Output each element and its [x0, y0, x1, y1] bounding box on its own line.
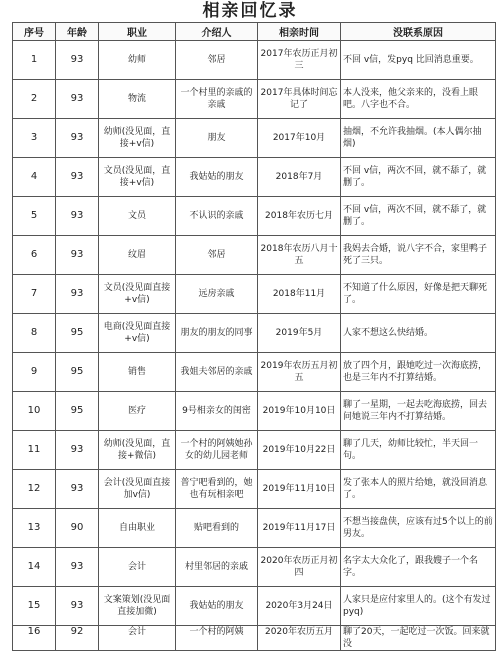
dating-record-table — [12, 22, 496, 651]
header-row — [13, 23, 496, 41]
cell-reason: 人家不想这么快结婚。 — [341, 314, 496, 353]
cell-index: 3 — [13, 119, 56, 158]
cell-reason: 不知道了什么原因，好像是把天聊死了。 — [341, 275, 496, 314]
table-row — [13, 353, 496, 392]
cell-index: 2 — [13, 80, 56, 119]
cell-reason: 不回 v信，发pyq 比回消息重要。 — [341, 41, 496, 80]
cell-age: 90 — [56, 509, 99, 548]
cell-introducer: 朋友 — [176, 119, 258, 158]
cell-job: 幼师 — [99, 41, 176, 80]
cell-reason: 本人没来，他父亲来的，没看上眼吧。八字也不合。 — [341, 80, 496, 119]
cell-introducer: 一个村的阿姨她孙女的幼儿园老师 — [176, 431, 258, 470]
cell-age: 93 — [56, 431, 99, 470]
cell-date: 2018年7月 — [258, 158, 341, 197]
cell-introducer: 普宁吧看到的，她也有玩相亲吧 — [176, 470, 258, 509]
cell-index: 4 — [13, 158, 56, 197]
cell-index: 7 — [13, 275, 56, 314]
cell-job: 物流 — [99, 80, 176, 119]
cell-job: 幼师(没见面，直接+v信) — [99, 119, 176, 158]
cell-introducer: 我姑姑的朋友 — [176, 158, 258, 197]
cell-reason: 抽烟，不允许我抽烟。(本人偶尔抽烟) — [341, 119, 496, 158]
col-reason-header: 没联系原因 — [341, 23, 496, 41]
cell-date: 2020年农历五月 — [258, 626, 341, 651]
cell-reason: 不回 v信，两次不回，就不舔了，就删了。 — [341, 158, 496, 197]
cell-job: 文案策划(没见面直接加微) — [99, 587, 176, 626]
cell-introducer: 一个村的阿姨 — [176, 626, 258, 651]
page-title: 相亲回忆录 — [202, 1, 298, 21]
cell-introducer: 邻居 — [176, 41, 258, 80]
cell-age: 93 — [56, 470, 99, 509]
cell-reason: 名字太大众化了，跟我嫂子一个名字。 — [341, 548, 496, 587]
cell-date: 2019年10月10日 — [258, 392, 341, 431]
cell-date: 2019年农历五月初五 — [258, 353, 341, 392]
cell-date: 2017年具体时间忘记了 — [258, 80, 341, 119]
cell-introducer: 贴吧看到的 — [176, 509, 258, 548]
cell-date: 2020年3月24日 — [258, 587, 341, 626]
cell-job: 纹眉 — [99, 236, 176, 275]
cell-job: 会计 — [99, 626, 176, 651]
table-row — [13, 509, 496, 548]
table-row — [13, 392, 496, 431]
cell-job: 会计 — [99, 548, 176, 587]
table-row — [13, 275, 496, 314]
cell-date: 2019年10月22日 — [258, 431, 341, 470]
cell-job: 文员(没见面，直接+v信) — [99, 158, 176, 197]
table-row — [13, 314, 496, 353]
cell-age: 93 — [56, 41, 99, 80]
cell-index: 8 — [13, 314, 56, 353]
cell-job: 文员(没见面直接+v信) — [99, 275, 176, 314]
cell-age: 93 — [56, 275, 99, 314]
cell-date: 2020年农历正月初四 — [258, 548, 341, 587]
table-row — [13, 158, 496, 197]
cell-introducer: 我姑姑的朋友 — [176, 587, 258, 626]
cell-date: 2017年农历正月初三 — [258, 41, 341, 80]
col-job-header: 职业 — [99, 23, 176, 41]
cell-age: 93 — [56, 548, 99, 587]
cell-reason: 聊了几天，幼师比较忙，半天回一句。 — [341, 431, 496, 470]
cell-index: 16 — [13, 626, 56, 651]
table-row — [13, 236, 496, 275]
cell-reason: 人家只是应付家里人的。(这个有发过pyq) — [341, 587, 496, 626]
cell-reason: 不回 v信，两次不回，就不舔了，就删了。 — [341, 197, 496, 236]
cell-introducer: 不认识的亲戚 — [176, 197, 258, 236]
col-date-header: 相亲时间 — [258, 23, 341, 41]
cell-date: 2019年11月17日 — [258, 509, 341, 548]
col-introducer-header: 介绍人 — [176, 23, 258, 41]
cell-age: 93 — [56, 80, 99, 119]
table-row — [13, 119, 496, 158]
cell-reason: 不想当接盘侠，应该有过5个以上的前男友。 — [341, 509, 496, 548]
cell-age: 95 — [56, 392, 99, 431]
cell-reason: 发了张本人的照片给她，就没回消息了。 — [341, 470, 496, 509]
cell-index: 14 — [13, 548, 56, 587]
cell-date: 2019年5月 — [258, 314, 341, 353]
table-row — [13, 548, 496, 587]
cell-job: 销售 — [99, 353, 176, 392]
cell-reason: 聊了20天，一起吃过一次饭。回来就没 — [341, 626, 496, 651]
cell-job: 自由职业 — [99, 509, 176, 548]
cell-date: 2019年11月10日 — [258, 470, 341, 509]
cell-reason: 我妈去合婚，说八字不合，家里鸭子死了三只。 — [341, 236, 496, 275]
cell-age: 93 — [56, 587, 99, 626]
cell-date: 2018年农历八月十五 — [258, 236, 341, 275]
col-index-header: 序号 — [13, 23, 56, 41]
cell-date: 2018年农历七月 — [258, 197, 341, 236]
cell-introducer: 朋友的朋友的同事 — [176, 314, 258, 353]
cell-introducer: 村里邻居的亲戚 — [176, 548, 258, 587]
cell-job: 会计(没见面直接加v信) — [99, 470, 176, 509]
table-row — [13, 41, 496, 80]
cell-reason: 放了四个月，跟她吃过一次海底捞，也是三年内不打算结婚。 — [341, 353, 496, 392]
cell-index: 11 — [13, 431, 56, 470]
cell-job: 电商(没见面直接+v信) — [99, 314, 176, 353]
cell-date: 2017年10月 — [258, 119, 341, 158]
cell-age: 93 — [56, 236, 99, 275]
table-row — [13, 587, 496, 626]
cell-date: 2018年11月 — [258, 275, 341, 314]
cell-introducer: 我姐夫邻居的亲戚 — [176, 353, 258, 392]
cell-job: 幼师(没见面，直接+微信) — [99, 431, 176, 470]
col-age-header: 年龄 — [56, 23, 99, 41]
cell-age: 92 — [56, 626, 99, 651]
cell-introducer: 邻居 — [176, 236, 258, 275]
cell-index: 10 — [13, 392, 56, 431]
table-row — [13, 197, 496, 236]
cell-reason: 聊了一星期，一起去吃海底捞，回去问她说三年内不打算结婚。 — [341, 392, 496, 431]
cell-age: 93 — [56, 197, 99, 236]
table-row — [13, 431, 496, 470]
table-row — [13, 626, 496, 651]
cell-age: 95 — [56, 314, 99, 353]
table-row — [13, 470, 496, 509]
table-row — [13, 80, 496, 119]
cell-introducer: 远房亲戚 — [176, 275, 258, 314]
cell-index: 1 — [13, 41, 56, 80]
cell-job: 文员 — [99, 197, 176, 236]
cell-age: 93 — [56, 119, 99, 158]
cell-index: 6 — [13, 236, 56, 275]
cell-age: 93 — [56, 158, 99, 197]
cell-introducer: 一个村里的亲戚的亲戚 — [176, 80, 258, 119]
cell-index: 15 — [13, 587, 56, 626]
cell-index: 9 — [13, 353, 56, 392]
cell-index: 12 — [13, 470, 56, 509]
cell-index: 5 — [13, 197, 56, 236]
cell-introducer: 9号相亲女的闺密 — [176, 392, 258, 431]
cell-age: 95 — [56, 353, 99, 392]
cell-job: 医疗 — [99, 392, 176, 431]
cell-index: 13 — [13, 509, 56, 548]
